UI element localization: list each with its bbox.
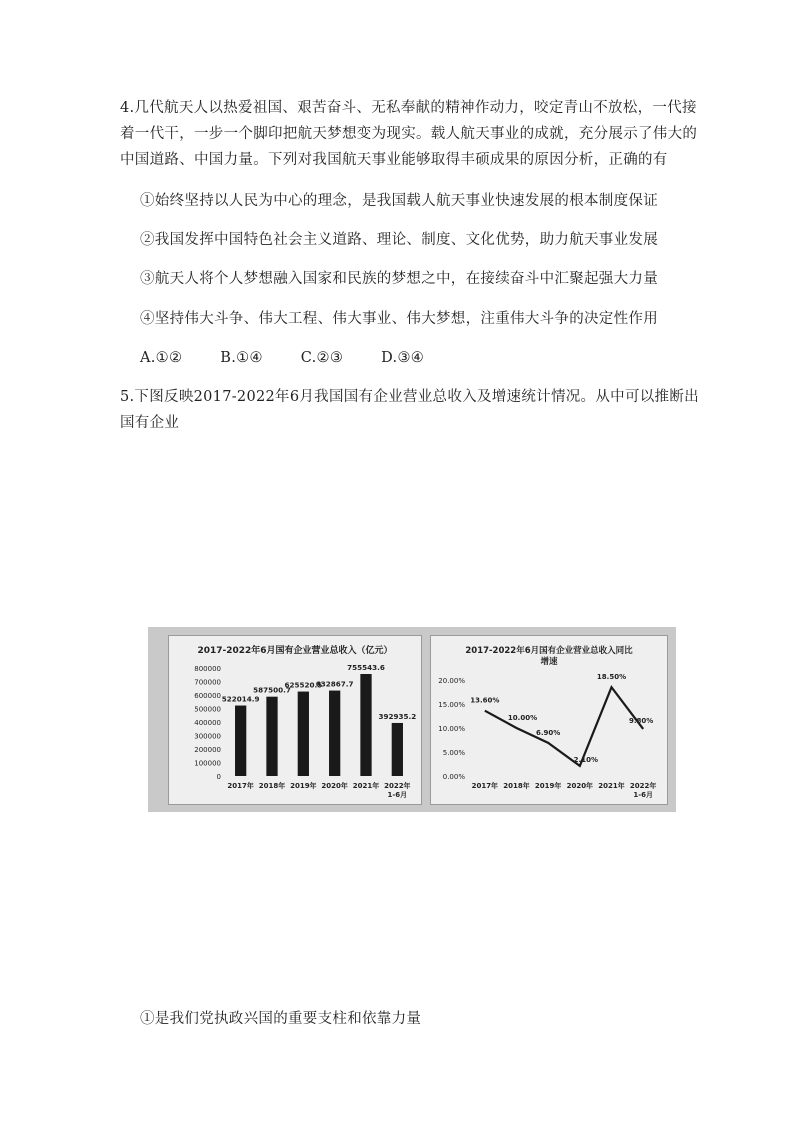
bar-y-tick-label: 600000 bbox=[194, 692, 221, 700]
q4-statement-3: ③航天人将个人梦想融入国家和民族的梦想之中，在接续奋斗中汇聚起强大力量 bbox=[140, 271, 658, 287]
bar bbox=[360, 674, 371, 776]
bar bbox=[298, 692, 309, 776]
line-chart-title: 增速 bbox=[540, 657, 558, 667]
line-y-tick-label: 20.00% bbox=[438, 677, 465, 685]
q4-statement-4: ④坚持伟大斗争、伟大工程、伟大事业、伟大梦想，注重伟大斗争的决定性作用 bbox=[140, 311, 658, 327]
line-value-label: 2.10% bbox=[573, 755, 598, 764]
line-y-tick-label: 10.00% bbox=[438, 725, 465, 733]
bar-value-label: 522014.9 bbox=[221, 694, 260, 704]
q4-statement-2: ②我国发挥中国特色社会主义道路、理论、制度、文化优势，助力航天事业发展 bbox=[140, 232, 658, 248]
line-value-label: 13.60% bbox=[470, 696, 500, 705]
bar bbox=[266, 697, 277, 776]
line-value-label: 9.80% bbox=[629, 716, 654, 725]
bar bbox=[329, 691, 340, 776]
line-x-tick-label: 2018年 bbox=[503, 782, 530, 790]
bar-y-tick-label: 100000 bbox=[194, 759, 221, 768]
line-value-label: 18.50% bbox=[596, 673, 627, 682]
q5-statement-1: ①是我们党执政兴国的重要支柱和依靠力量 bbox=[140, 1011, 422, 1027]
q4-stem-line-3: 中国道路、中国力量。下列对我国航天事业能够取得丰硕成果的原因分析，正确的有 bbox=[120, 152, 668, 168]
q4-option-c[interactable]: C.②③ bbox=[300, 350, 344, 366]
line-x-tick-label: 2019年 bbox=[534, 782, 562, 790]
bar-chart-title: 2017-2022年6月国有企业营业总收入（亿元） bbox=[197, 646, 393, 656]
bar-x-tick-label: 2022年 bbox=[384, 782, 411, 790]
bar-value-label: 755543.6 bbox=[347, 663, 385, 673]
bar-x-tick-label: 2017年 bbox=[227, 782, 254, 790]
bar-x-tick-label: 2020年 bbox=[321, 782, 348, 790]
bar-y-tick-label: 500000 bbox=[194, 705, 221, 714]
bar-value-label: 587500.7 bbox=[253, 685, 291, 695]
line-chart-panel bbox=[430, 635, 668, 805]
bar-y-tick-label: 300000 bbox=[194, 732, 221, 741]
bar-value-label: 632867.7 bbox=[315, 679, 354, 689]
line-y-tick-label: 5.00% bbox=[442, 749, 465, 757]
bar-x-tick-label: 2019年 bbox=[290, 782, 317, 790]
line-x-tick-label: 2017年 bbox=[471, 782, 499, 790]
q5-stem-line-1: 5.下图反映2017-2022年6月我国国有企业营业总收入及增速统计情况。从中可以推断出 bbox=[120, 389, 699, 405]
bar-y-tick-label: 0 bbox=[216, 773, 221, 781]
bar-x-tick-label: 2018年 bbox=[258, 782, 286, 790]
bar-x-tick-label: 2021年 bbox=[352, 782, 380, 790]
bar-chart bbox=[169, 636, 421, 804]
bar bbox=[392, 723, 403, 776]
q4-options bbox=[140, 348, 462, 368]
growth-line bbox=[485, 687, 643, 766]
bar-y-tick-label: 700000 bbox=[194, 678, 221, 687]
bar-value-label: 392935.2 bbox=[378, 711, 417, 721]
bar-y-tick-label: 200000 bbox=[194, 746, 221, 754]
q4-option-a[interactable]: A.①② bbox=[140, 350, 183, 366]
q4-stem-line-2: 着一代干，一步一个脚印把航天梦想变为现实。载人航天事业的成就，充分展示了伟大的 bbox=[120, 126, 698, 142]
line-value-label: 6.90% bbox=[536, 728, 561, 737]
line-x-tick-label: 1-6月 bbox=[633, 791, 653, 799]
bar-x-tick-label: 1-6月 bbox=[387, 791, 408, 799]
line-value-label: 10.00% bbox=[507, 714, 538, 722]
q4-option-b[interactable]: B.①④ bbox=[220, 350, 263, 366]
line-x-tick-label: 2022年 bbox=[629, 782, 657, 790]
line-chart-title: 2017-2022年6月国有企业营业总收入同比 bbox=[465, 646, 633, 656]
line-y-tick-label: 0.00% bbox=[442, 773, 465, 781]
bar-value-label: 625520.5 bbox=[284, 680, 323, 690]
bar-y-tick-label: 400000 bbox=[194, 719, 221, 727]
line-chart bbox=[431, 636, 667, 804]
q4-statement-1: ①始终坚持以人民为中心的理念，是我国载人航天事业快速发展的根本制度保证 bbox=[140, 193, 658, 209]
bar-y-tick-label: 800000 bbox=[194, 665, 221, 673]
bar bbox=[235, 706, 246, 776]
line-y-tick-label: 15.00% bbox=[438, 701, 465, 709]
bar-chart-panel bbox=[168, 635, 422, 805]
q5-stem-line-2: 国有企业 bbox=[120, 415, 180, 431]
q4-option-d[interactable]: D.③④ bbox=[381, 350, 425, 366]
chart-figure bbox=[148, 627, 676, 812]
line-x-tick-label: 2020年 bbox=[566, 782, 594, 790]
q4-stem-line-1: 4.几代航天人以热爱祖国、艰苦奋斗、无私奉献的精神作动力，咬定青山不放松，一代接 bbox=[120, 100, 697, 116]
line-x-tick-label: 2021年 bbox=[598, 782, 625, 790]
